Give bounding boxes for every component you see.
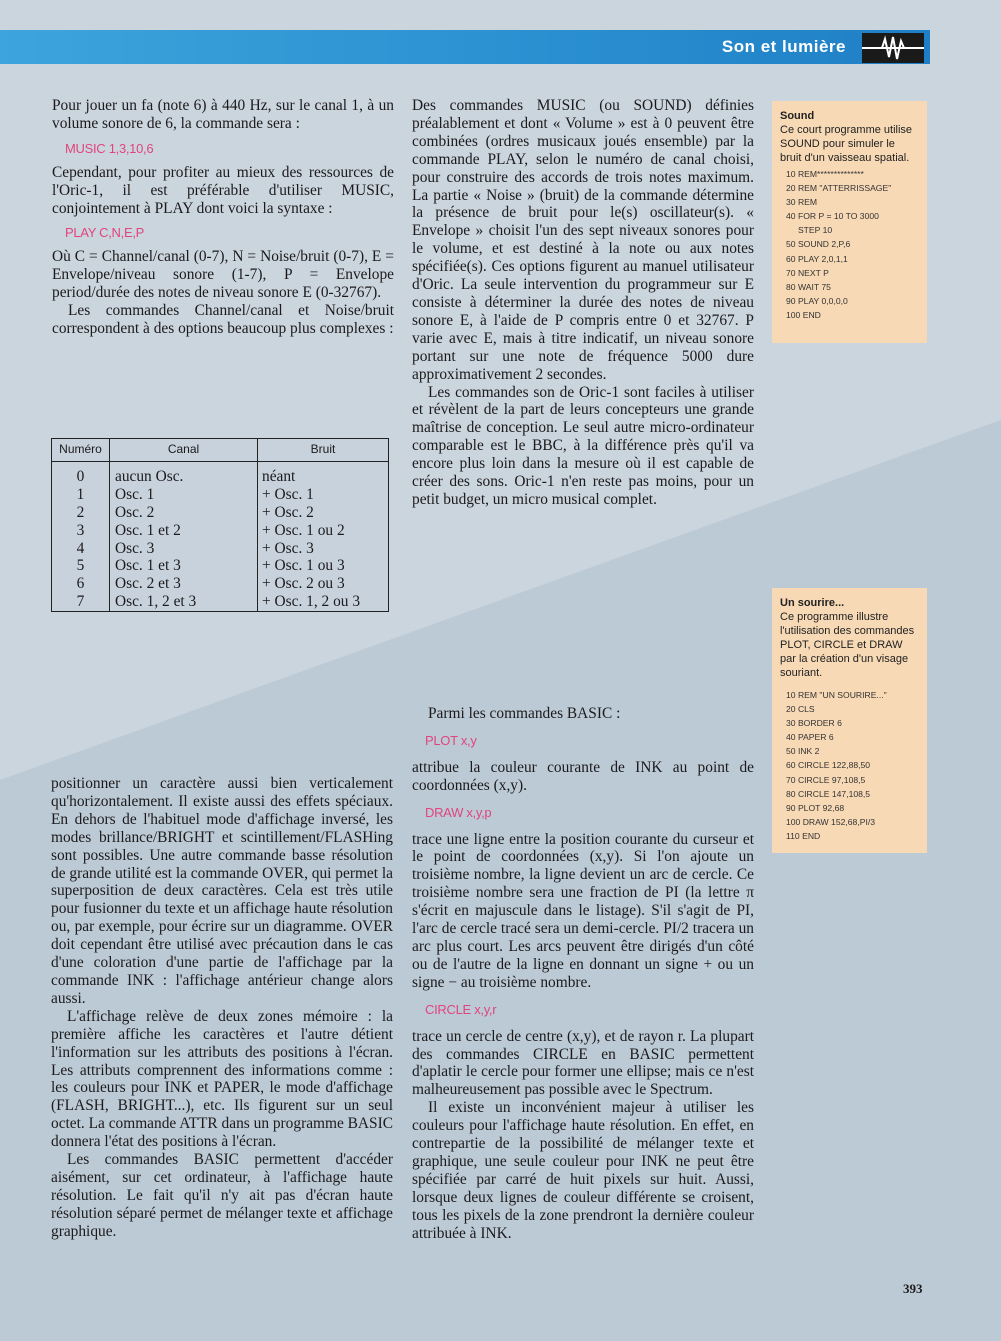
paragraph: Il existe un inconvénient majeur à utiliser les couleurs pour l'affichage haute résolution. En effet, en contrepartie de la possibilité de mélanger texte et graphique, une seule couleur pour INK ne peut être spécifiée par carré de huit pixels sur huit. Aussi, lorsque deux lignes de couleur différente se croisent, tous les pixels de la zone prendront la dernière couleur attribuée à INK. (412, 1099, 754, 1242)
table-cell: 6 (76, 575, 85, 593)
code-line: STEP 10 (786, 225, 833, 236)
middle-column-top (412, 97, 754, 509)
sidebar-sound (772, 101, 927, 343)
code-line: 60 CIRCLE 122,88,50 (786, 760, 871, 771)
paragraph: L'affichage relève de deux zones mémoire : la première affiche les caractères et l'autre détient l'information sur les attributs des positions à l'écran. Les attributs comprennent des informations comme : les couleurs pour INK et PAPER, le mode d'affichage (FLASH, BRIGHT...), etc. Ils figurent sur un seul octet. La commande ATTR dans un programme BASIC donnera l'état des positions à l'écran. (51, 1007, 393, 1151)
sidebar-title: Un sourire... (780, 597, 845, 609)
code-line: 80 CIRCLE 147,108,5 (786, 788, 871, 799)
table-cell: + Osc. 1 (262, 485, 314, 503)
code-line: 70 CIRCLE 97,108,5 (786, 774, 866, 785)
code-line: 10 REM************** (786, 169, 864, 179)
code-line: 50 INK 2 (786, 746, 820, 757)
middle-column-bottom (412, 705, 754, 1242)
code-draw: DRAW x,y,p (425, 804, 492, 820)
sidebar-title: Sound (780, 110, 815, 122)
table-cell: + Osc. 3 (262, 539, 314, 557)
table-cell: 2 (76, 503, 85, 521)
table-header: Bruit (258, 439, 389, 462)
column-numero (52, 462, 110, 612)
table-body (52, 462, 389, 612)
left-column-top (52, 97, 394, 338)
table-cell: Osc. 1 et 3 (115, 557, 181, 575)
code-line: 70 NEXT P (786, 267, 829, 278)
code-play: PLAY C,N,E,P (65, 225, 145, 241)
table-cell: + Osc. 2 ou 3 (262, 575, 345, 593)
paragraph: positionner un caractère aussi bien verticalement qu'horizontalement. Il existe aussi des effets spéciaux. En dehors de l'habituel mode d'affichage inversé, les modes brillance/BRIGHT et scintillement/FLASHing sont possibles. Une autre commande basse résolution de grande utilité est la commande OVER, qui permet la superposition de deux caractères. Cela est très utile pour fusionner du texte et un affichage haute résolution ou, par exemple, pour écrire sur un diagramme. OVER doit cependant être utilisé avec précaution dans le cas d'une coloration d'une partie de l'affichage par la commande INK : l'affichage antérieur change alors aussi. (51, 775, 393, 1007)
code-line: 80 WAIT 75 (786, 281, 831, 292)
paragraph: Cependant, pour profiter au mieux des ressources de l'Oric-1, il est préférable d'utiliser MUSIC, conjointement à PLAY dont voici la syntaxe : (52, 163, 394, 217)
table-cell: 4 (76, 539, 85, 557)
sidebar-description: Ce court programme utilise SOUND pour simuler le bruit d'un vaisseau spatial. (780, 124, 913, 164)
code-circle: CIRCLE x,y,r (425, 1001, 497, 1017)
paragraph: Les commandes BASIC permettent d'accéder aisément, sur cet ordinateur, à l'affichage haute résolution. Le fait qu'il n'y ait pas d'écran haute résolution séparé permet de mélanger texte et affichage graphique. (51, 1151, 393, 1240)
code-line: 40 PAPER 6 (786, 732, 834, 743)
table-header: Canal (110, 439, 258, 462)
table-cell: Osc. 1 (115, 485, 155, 503)
sidebar-code (780, 167, 919, 322)
table-header: Numéro (52, 439, 110, 462)
sidebar-description: Ce programme illustre l'utilisation des commandes PLOT, CIRCLE et DRAW par la création d'un visage souriant. (780, 611, 915, 679)
left-column-bottom (51, 775, 393, 1241)
sidebar-code (780, 688, 919, 843)
code-plot: PLOT x,y (425, 732, 477, 748)
paragraph: attribue la couleur courante de INK au point de coordonnées (x,y). (412, 758, 754, 794)
oscillator-table (51, 438, 389, 612)
table-cell: néant (262, 468, 296, 485)
code-line: 10 REM "UN SOURIRE..." (786, 690, 887, 700)
waveform-icon (862, 33, 924, 63)
paragraph: Des commandes MUSIC (ou SOUND) définies préalablement et dont « Volume » est à 0 peuvent être combinées (ordres musicaux joués ensemble) par la commande PLAY, selon le numéro de canal choisi, pour construire des accords de trois notes maximum. La partie « Noise » (bruit) de la commande détermine la présence de bruit pour le(s) oscillateur(s). « Envelope » choisit l'un des sept niveaux sonores pour le volume, et est destiné à la note ou aux notes spécifiée(s). Ces options figurent au manuel utilisateur d'Oric. La seule intervention du programmeur sur E consiste à déterminer la durée des notes de niveau sonore E, à l'aide de P compris entre 0 et 32767. P varie avec E, mais à titre indicatif, un niveau sonore portant sur une note de fréquence 5000 dure approximativement 2 secondes. (412, 97, 754, 383)
paragraph: Où C = Channel/canal (0-7), N = Noise/bruit (0-7), E = Envelope/niveau sonore (1-7), P = Envelope period/durée des notes de niveau sonore E (0-32767). (52, 248, 394, 302)
code-line: 60 PLAY 2,0,1,1 (786, 253, 848, 264)
table-cell: Osc. 1, 2 et 3 (115, 593, 197, 611)
table-cell: 3 (76, 521, 85, 539)
table-cell: Osc. 3 (115, 539, 155, 557)
table-header-row (52, 439, 389, 462)
table-cell: + Osc. 1, 2 ou 3 (262, 593, 361, 611)
table-cell: aucun Osc. (115, 468, 184, 485)
table-cell: Osc. 2 et 3 (115, 575, 181, 593)
code-line: 20 CLS (786, 704, 815, 715)
table-cell: 5 (76, 557, 85, 575)
table-cell: + Osc. 1 ou 3 (262, 557, 345, 575)
paragraph: trace un cercle de centre (x,y), et de rayon r. La plupart des commandes CIRCLE en BASIC permettent d'aplatir le cercle pour former une ellipse; mais ce n'est malheureusement pas possible avec le Spectrum. (412, 1027, 754, 1099)
paragraph: Les commandes Channel/canal et Noise/bruit correspondent à des options beaucoup plus complexes : (52, 302, 394, 337)
table-cell: + Osc. 2 (262, 503, 314, 521)
paragraph: Les commandes son de Oric-1 sont faciles à utiliser et révèlent de la part de leurs concepteurs une grande maîtrise de conception. Le seul autre micro-ordinateur comparable est le BBC, à la différence près qu'il va encore plus loin dans la mesure où il est capable de créer des sons. Oric-1 n'en reste pas moins, pour un petit budget, un micro musical complet. (412, 383, 754, 508)
code-line: 50 SOUND 2,P,6 (786, 239, 851, 250)
table-cell: Osc. 2 (115, 503, 155, 521)
page-number: 393 (903, 1281, 923, 1296)
code-line: 90 PLAY 0,0,0,0 (786, 295, 848, 306)
code-line: 30 BORDER 6 (786, 718, 842, 729)
column-canal (110, 462, 258, 612)
code-line: 20 REM "ATTERRISSAGE" (786, 183, 892, 194)
table-cell: 7 (76, 593, 85, 611)
sidebar-smile (772, 588, 927, 853)
table-cell: 1 (76, 485, 85, 503)
code-music: MUSIC 1,3,10,6 (65, 140, 154, 156)
table-cell: Osc. 1 et 2 (115, 521, 181, 539)
code-line: 100 DRAW 152,68,PI/3 (786, 816, 876, 827)
code-line: 30 REM (786, 197, 818, 208)
code-line: 90 PLOT 92,68 (786, 802, 845, 813)
section-title: Son et lumière (721, 37, 846, 56)
code-line: 110 END (786, 830, 821, 841)
paragraph: Parmi les commandes BASIC : (428, 705, 621, 722)
code-line: 100 END (786, 309, 821, 320)
column-bruit (258, 462, 389, 612)
table-cell: 0 (76, 468, 85, 485)
table-cell: + Osc. 1 ou 2 (262, 521, 345, 539)
paragraph: trace une ligne entre la position courante du curseur et le point de coordonnées (x,y). Si l'on ajoute un troisième nombre, la ligne devient un arc de cercle. Ce troisième nombre sera une fraction de PI (la lettre π s'écrit en majuscule dans le listage). S'il s'agit de PI, l'arc de cercle tracé sera un demi-cercle. PI/2 tracera un arc plus court. Les arcs peuvent être dirigés d'un côté ou de l'autre de la ligne en donnant un signe + ou un signe − au troisième nombre. (412, 830, 754, 991)
paragraph: Pour jouer un fa (note 6) à 440 Hz, sur le canal 1, à un volume sonore de 6, la commande sera : (52, 97, 394, 132)
code-line: 40 FOR P = 10 TO 3000 (786, 211, 879, 222)
